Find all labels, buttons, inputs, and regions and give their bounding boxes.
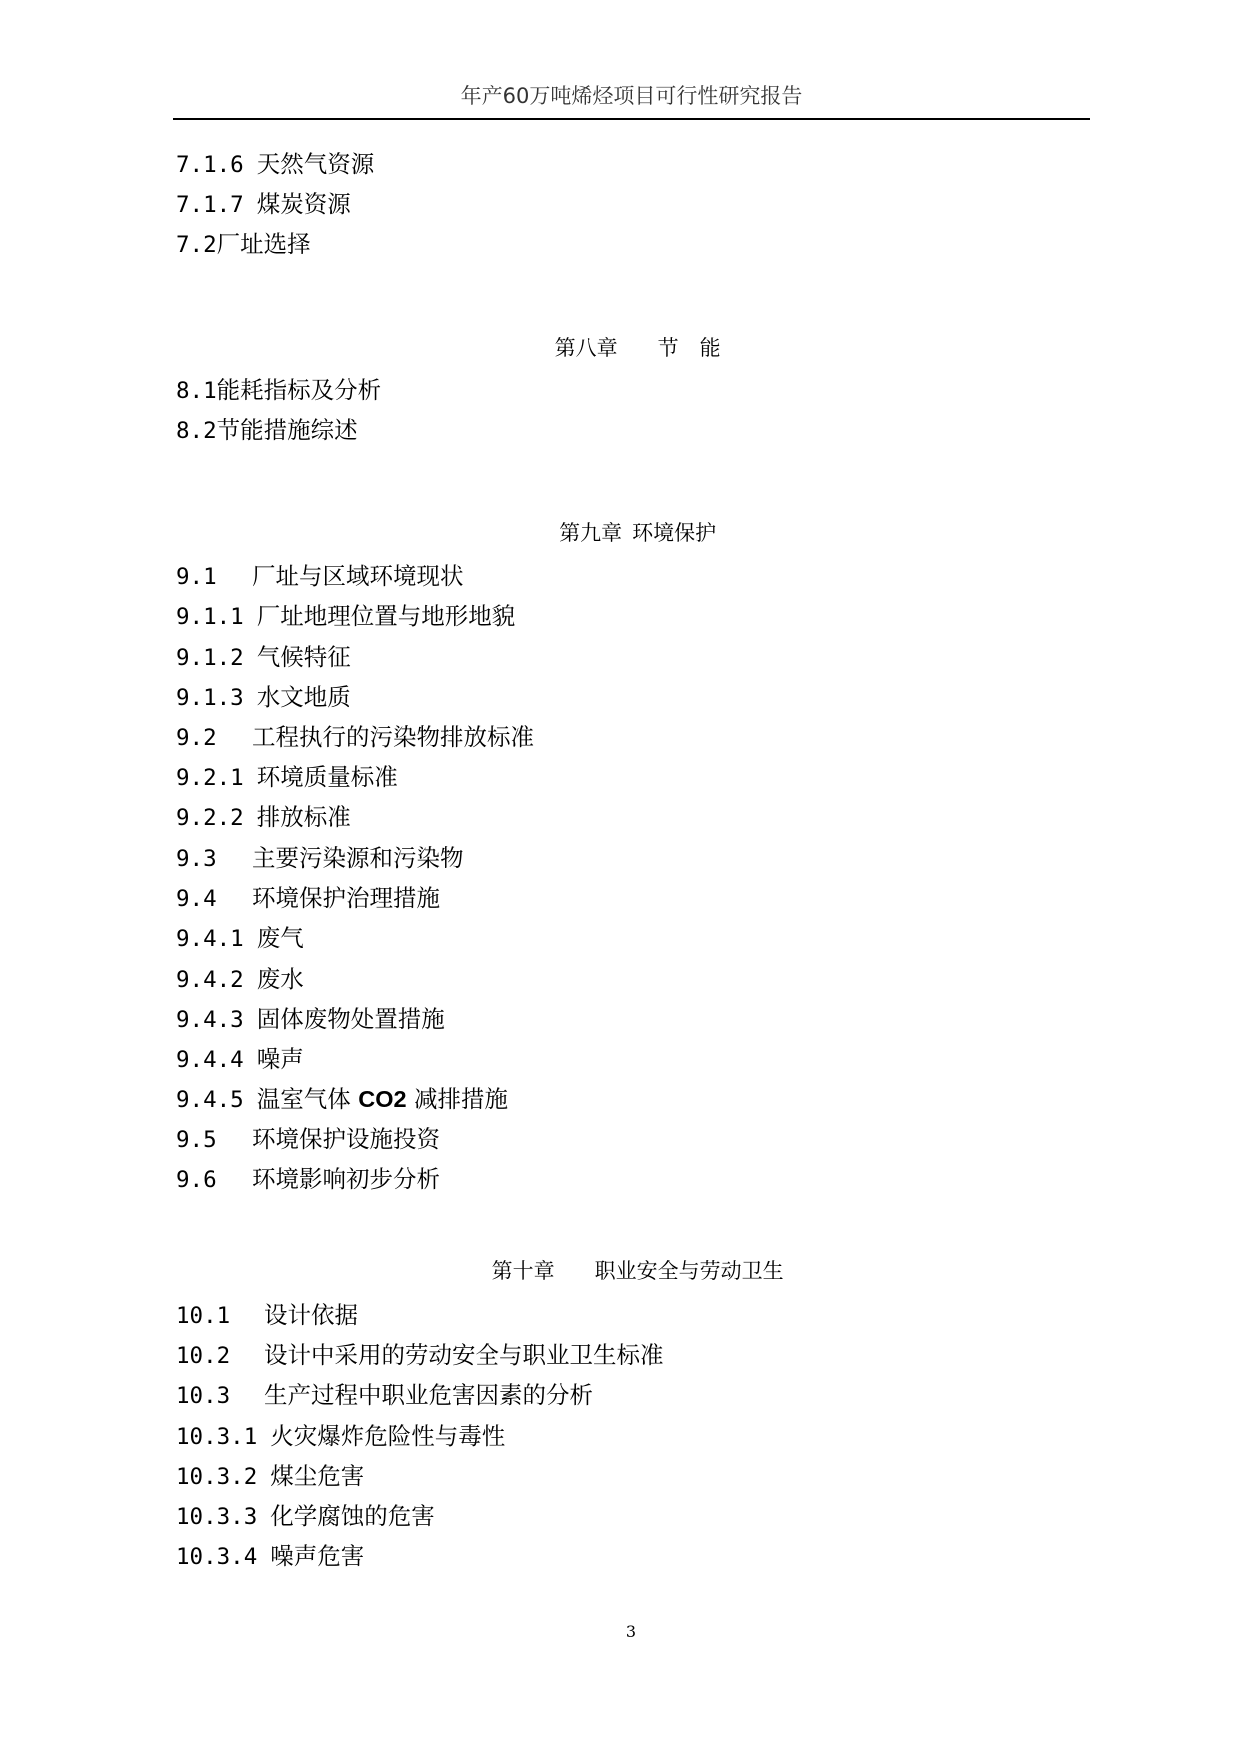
toc-entry-9-4[interactable] <box>176 882 440 914</box>
toc-number: 9.4.2 <box>176 967 244 993</box>
toc-title: 设计中采用的劳动安全与职业卫生标准 <box>264 1341 664 1369</box>
toc-title: 煤炭资源 <box>256 190 351 218</box>
toc-title: 化学腐蚀的危害 <box>270 1502 435 1530</box>
toc-entry-7-1-6[interactable] <box>176 148 374 180</box>
toc-title: 天然气资源 <box>256 150 375 178</box>
toc-entry-9-4-1[interactable] <box>176 922 304 954</box>
toc-title-part: 减排措施 <box>414 1085 509 1113</box>
toc-title-part: 温室气体 <box>256 1085 351 1113</box>
toc-title: 固体废物处置措施 <box>256 1005 445 1033</box>
toc-entry-8-1[interactable] <box>176 374 381 406</box>
toc-title: 厂址地理位置与地形地貌 <box>256 602 516 630</box>
co2-term: CO2 <box>358 1086 407 1112</box>
toc-number: 7.1.6 <box>176 152 244 178</box>
toc-entry-10-3-3[interactable] <box>176 1500 435 1532</box>
toc-number: 9.1 <box>176 564 217 590</box>
toc-number: 10.1 <box>176 1303 231 1329</box>
toc-number: 10.3 <box>176 1383 231 1409</box>
toc-entry-10-2[interactable] <box>176 1339 664 1371</box>
toc-title: 废水 <box>256 965 304 993</box>
toc-entry-7-2[interactable] <box>176 228 311 260</box>
chapter-label: 第十章 <box>491 1259 555 1283</box>
toc-title: 煤尘危害 <box>270 1462 365 1490</box>
toc-title: 生产过程中职业危害因素的分析 <box>264 1381 593 1409</box>
toc-number: 9.4 <box>176 886 217 912</box>
toc-entry-9-5[interactable] <box>176 1123 440 1155</box>
toc-number: 9.4.3 <box>176 1007 244 1033</box>
toc-number: 7.1.7 <box>176 192 244 218</box>
chapter-title: 环境保护 <box>632 521 717 545</box>
toc-number: 9.2.2 <box>176 805 244 831</box>
toc-number: 7.2 <box>176 232 217 258</box>
chapter-heading-8[interactable] <box>0 303 1241 360</box>
toc-entry-10-3-2[interactable] <box>176 1460 364 1492</box>
toc-entry-9-1-1[interactable] <box>176 600 515 632</box>
toc-number: 9.2 <box>176 725 217 751</box>
chapter-label: 第九章 <box>559 521 623 545</box>
page-number: 3 <box>625 1622 637 1641</box>
toc-title: 厂址选择 <box>216 230 311 258</box>
toc-title: 环境保护治理措施 <box>252 884 440 912</box>
toc-number: 9.1.2 <box>176 645 244 671</box>
toc-entry-9-4-3[interactable] <box>176 1003 445 1035</box>
running-header: 年产60万吨烯烃项目可行性研究报告 <box>460 84 803 108</box>
toc-title: 能耗指标及分析 <box>216 376 382 404</box>
toc-number: 10.2 <box>176 1343 231 1369</box>
toc-entry-9-6[interactable] <box>176 1163 440 1195</box>
toc-entry-9-1[interactable] <box>176 560 464 592</box>
toc-number: 9.3 <box>176 846 217 872</box>
toc-title: 水文地质 <box>256 683 351 711</box>
toc-number: 9.4.4 <box>176 1047 244 1073</box>
toc-title: 节能措施综述 <box>216 416 358 444</box>
chapter-label: 第八章 <box>554 336 618 360</box>
toc-entry-7-1-7[interactable] <box>176 188 351 220</box>
toc-title: 设计依据 <box>264 1301 358 1329</box>
toc-number: 10.3.4 <box>176 1544 258 1570</box>
toc-entry-10-3[interactable] <box>176 1379 593 1411</box>
toc-title: 噪声危害 <box>270 1542 365 1570</box>
toc-number: 10.3.2 <box>176 1464 258 1490</box>
toc-title: 环境保护设施投资 <box>252 1125 440 1153</box>
header-rule <box>173 118 1090 120</box>
toc-title: 厂址与区域环境现状 <box>252 562 464 590</box>
toc-title: 主要污染源和污染物 <box>252 844 464 872</box>
chapter-heading-10[interactable] <box>0 1226 1241 1283</box>
toc-entry-9-1-2[interactable] <box>176 641 351 673</box>
toc-entry-9-2-1[interactable] <box>176 761 398 793</box>
toc-number: 8.2 <box>176 418 217 444</box>
toc-entry-10-3-4[interactable] <box>176 1540 364 1572</box>
toc-entry-9-2[interactable] <box>176 721 534 753</box>
toc-number: 9.2.1 <box>176 765 244 791</box>
toc-entry-10-1[interactable] <box>176 1299 358 1331</box>
toc-number: 9.4.5 <box>176 1087 244 1113</box>
toc-entry-9-2-2[interactable] <box>176 801 351 833</box>
chapter-title: 节 能 <box>657 336 721 360</box>
toc-entry-9-1-3[interactable] <box>176 681 351 713</box>
toc-title: 排放标准 <box>256 803 351 831</box>
toc-entry-9-4-4[interactable] <box>176 1043 304 1075</box>
toc-entry-9-3[interactable] <box>176 842 464 874</box>
toc-entry-9-4-2[interactable] <box>176 963 304 995</box>
toc-number: 10.3.3 <box>176 1504 258 1530</box>
toc-entry-10-3-1[interactable] <box>176 1420 505 1452</box>
toc-title: 环境影响初步分析 <box>252 1165 440 1193</box>
toc-number: 9.1.1 <box>176 604 244 630</box>
toc-title: 气候特征 <box>256 643 351 671</box>
chapter-heading-9[interactable] <box>0 488 1241 545</box>
toc-number: 10.3.1 <box>176 1424 258 1450</box>
chapter-title: 职业安全与劳动卫生 <box>594 1259 784 1283</box>
toc-title: 废气 <box>256 924 304 952</box>
toc-entry-8-2[interactable] <box>176 414 358 446</box>
toc-number: 8.1 <box>176 378 217 404</box>
toc-entry-9-4-5[interactable] <box>176 1083 508 1115</box>
toc-title: 工程执行的污染物排放标准 <box>252 723 534 751</box>
toc-number: 9.4.1 <box>176 926 244 952</box>
toc-title: 噪声 <box>256 1045 304 1073</box>
toc-number: 9.1.3 <box>176 685 244 711</box>
toc-title: 环境质量标准 <box>256 763 398 791</box>
toc-number: 9.5 <box>176 1127 217 1153</box>
toc-number: 9.6 <box>176 1167 217 1193</box>
toc-title: 火灾爆炸危险性与毒性 <box>270 1422 506 1450</box>
